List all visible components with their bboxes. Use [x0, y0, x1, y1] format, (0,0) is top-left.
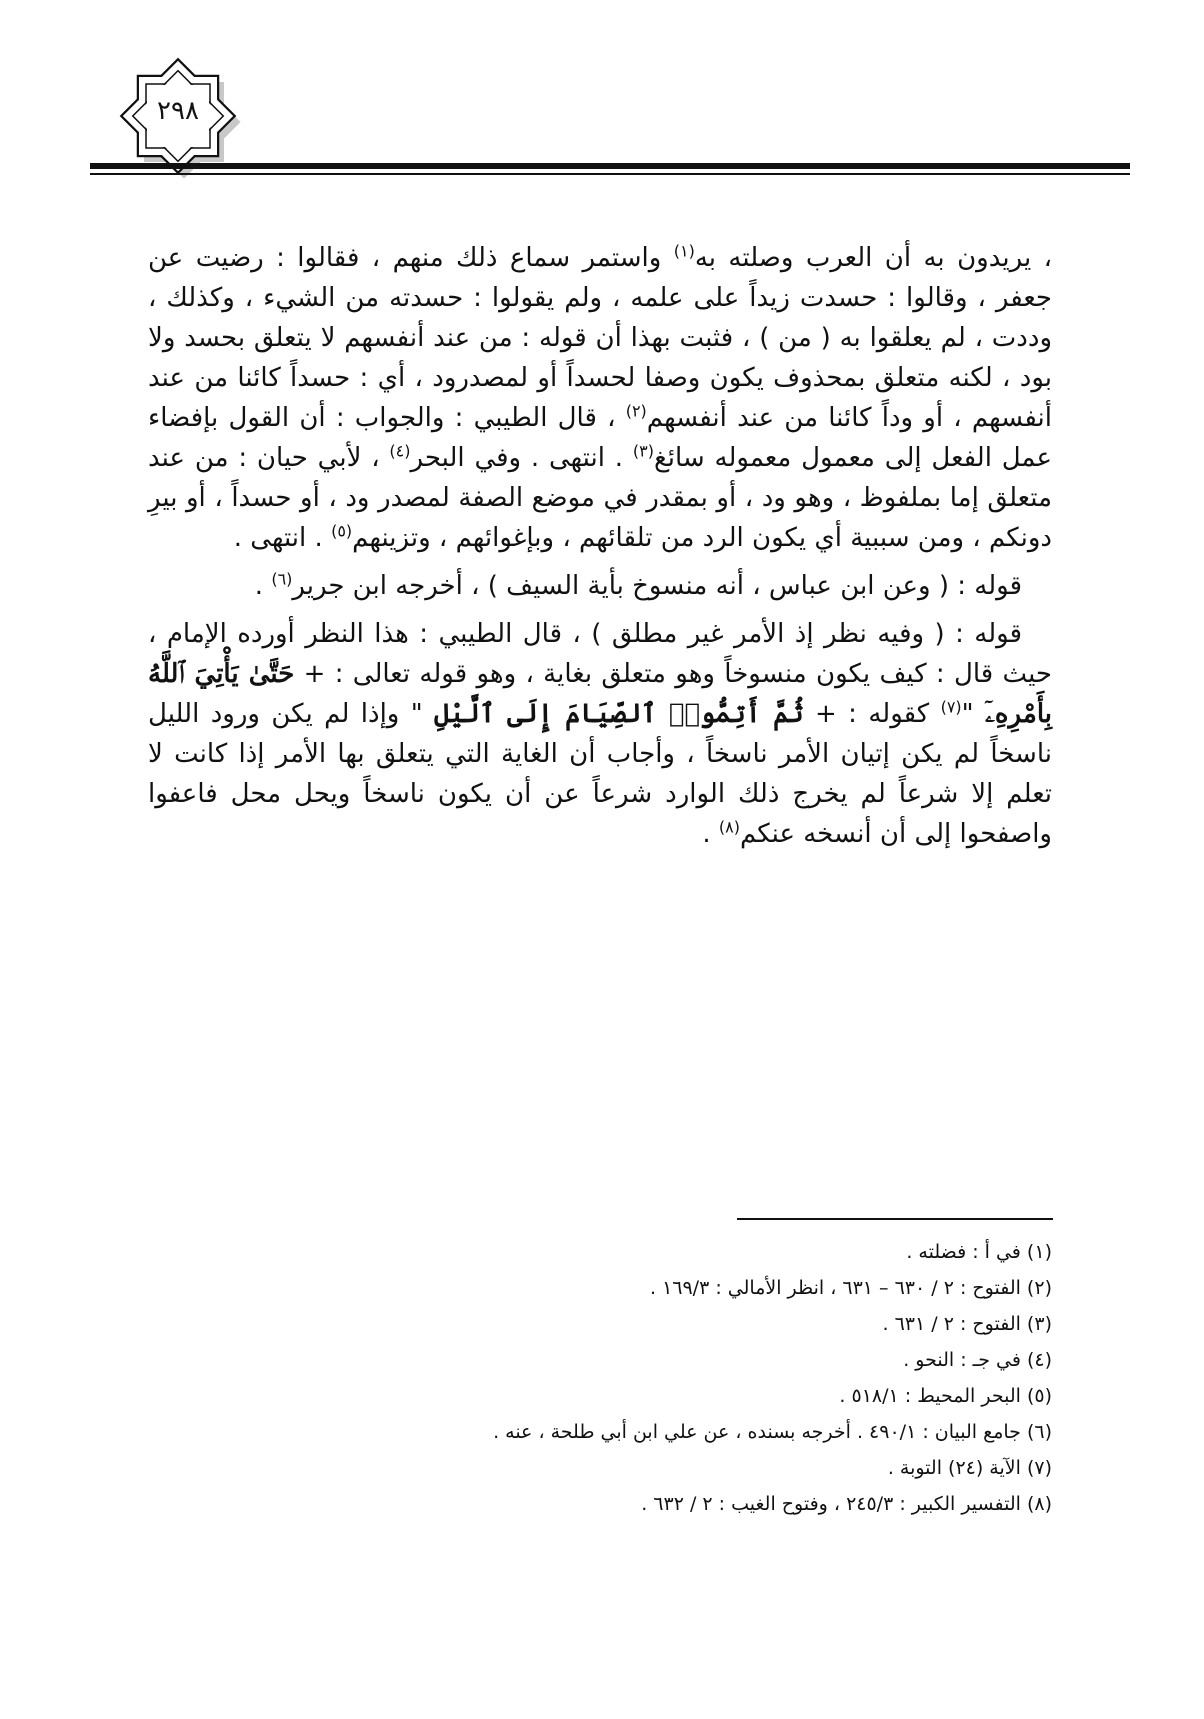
footnote-item: (٤) في جـ : النحو .: [903, 1349, 1052, 1371]
text-run: .: [254, 571, 272, 601]
footnote-item: (٢) الفتوح : ٢ / ٦٣٠ – ٦٣١ ، انظر الأمالي : ١٦٩/٣ .: [649, 1277, 1052, 1299]
page-number: ٢٩٨: [157, 96, 199, 126]
footnote-marker: (١): [673, 241, 695, 261]
text-run: . انتهى . وفي البحر: [410, 443, 633, 473]
footnote-separator: [737, 1218, 1053, 1220]
footnote-item: (٦) جامع البيان : ٤٩٠/١ . أخرجه بسنده ، عن علي ابن أبي طلحة ، عنه .: [493, 1421, 1052, 1443]
paragraph: [148, 614, 1052, 854]
text-run: واستمر سماع ذلك منهم ، فقالوا : رضيت عن جعفر ، وقالوا : حسدت زيداً على علمه ، ولم يقولوا : حسدته من الشيء ، وكذلك ، وددت ، لم يعلقوا به ( من ) ، فثبت بهذا أن قوله : من عند أنفسهم لا يتعلق بحسد ولا بود ، لكنه متعلق بمحذوف يكون وصفا لحسداً أو لمصدرود ، أي : حسداً كائنا من عند أنفسهم ، أو وداً كائنا من عند أنفسهم: [148, 243, 1052, 433]
quran-verse: ثُمَّ أَتِمُّوا۟ ٱلصِّيَامَ إِلَى ٱلَّيْلِ: [434, 699, 804, 729]
text-run: كقوله : +: [803, 699, 941, 729]
text-run: قوله : ( وفيه نظر إذ الأمر غير مطلق ) ، قال الطيبي : هذا النظر أورده الإمام ، حيث قال : كيف يكون منسوخاً وهو متعلق بغاية ، وهو قوله تعالى : +: [148, 619, 1052, 689]
text-run: " وإذا لم يكن ورود الليل ناسخاً لم يكن إتيان الأمر ناسخاً ، وأجاب أن الغاية التي يتعلق بها الأمر إذا كانت لا تعلم إلا شرعاً لم يخرج ذلك الوارد شرعاً عن أن يكون ناسخاً ويحل محل فاعفوا واصفحوا إلى أن أنسخه عنكم: [148, 699, 1052, 849]
text-run: ، يريدون به أن العرب وصلته به: [694, 243, 1052, 273]
footnote-marker: (٧): [940, 697, 962, 717]
body-text: [148, 238, 1052, 862]
footnote-marker: (٣): [632, 441, 654, 461]
quran-verse: حَتَّىٰ يَأْتِيَ ٱللَّهُ بِأَمْرِهِۦٓ: [148, 659, 1052, 729]
text-run: .: [702, 819, 719, 849]
text-run: . انتهى .: [233, 523, 332, 553]
footnote-marker: (٢): [625, 401, 647, 421]
footnote-marker: (٥): [331, 521, 353, 541]
text-run: ، قال الطيبي : والجواب : أن القول بإفضاء عمل الفعل إلى معمول معموله سائغ: [148, 403, 1052, 473]
footnote-item: (٧) الآية (٢٤) التوبة .: [887, 1457, 1052, 1479]
text-run: قوله : ( وعن ابن عباس ، أنه منسوخ بأية السيف ) ، أخرجه ابن جرير: [292, 571, 1022, 601]
footnote-marker: (٤): [389, 441, 411, 461]
paragraph: [148, 566, 1052, 606]
footnote-item: (٣) الفتوح : ٢ / ٦٣١ .: [882, 1313, 1052, 1335]
footnote-item: (٥) البحر المحيط : ٥١٨/١ .: [839, 1385, 1052, 1407]
paragraph: [148, 238, 1052, 558]
header-rule-thin: [90, 173, 1130, 175]
header-rule: [90, 163, 1130, 169]
footnote-item: (١) في أ : فضلته .: [906, 1241, 1052, 1263]
footnote-item: (٨) التفسير الكبير : ٢٤٥/٣ ، وفتوح الغيب : ٢ / ٦٣٢ .: [641, 1493, 1052, 1515]
page-number-ornament: [98, 44, 248, 194]
text-run: ": [961, 699, 986, 729]
footnote-marker: (٦): [271, 569, 293, 589]
text-run: ، لأبي حيان : من عند متعلق إما بملفوظ ، وهو ود ، أو بمقدر في موضع الصفة لمصدر ود ، أو حسداً ، أو بيرِ دونكم ، ومن سببية أي يكون الرد من تلقائهم ، وبإغوائهم ، وتزينهم: [148, 443, 1052, 553]
footnotes: [148, 1234, 1052, 1522]
footnote-marker: (٨): [718, 817, 740, 837]
